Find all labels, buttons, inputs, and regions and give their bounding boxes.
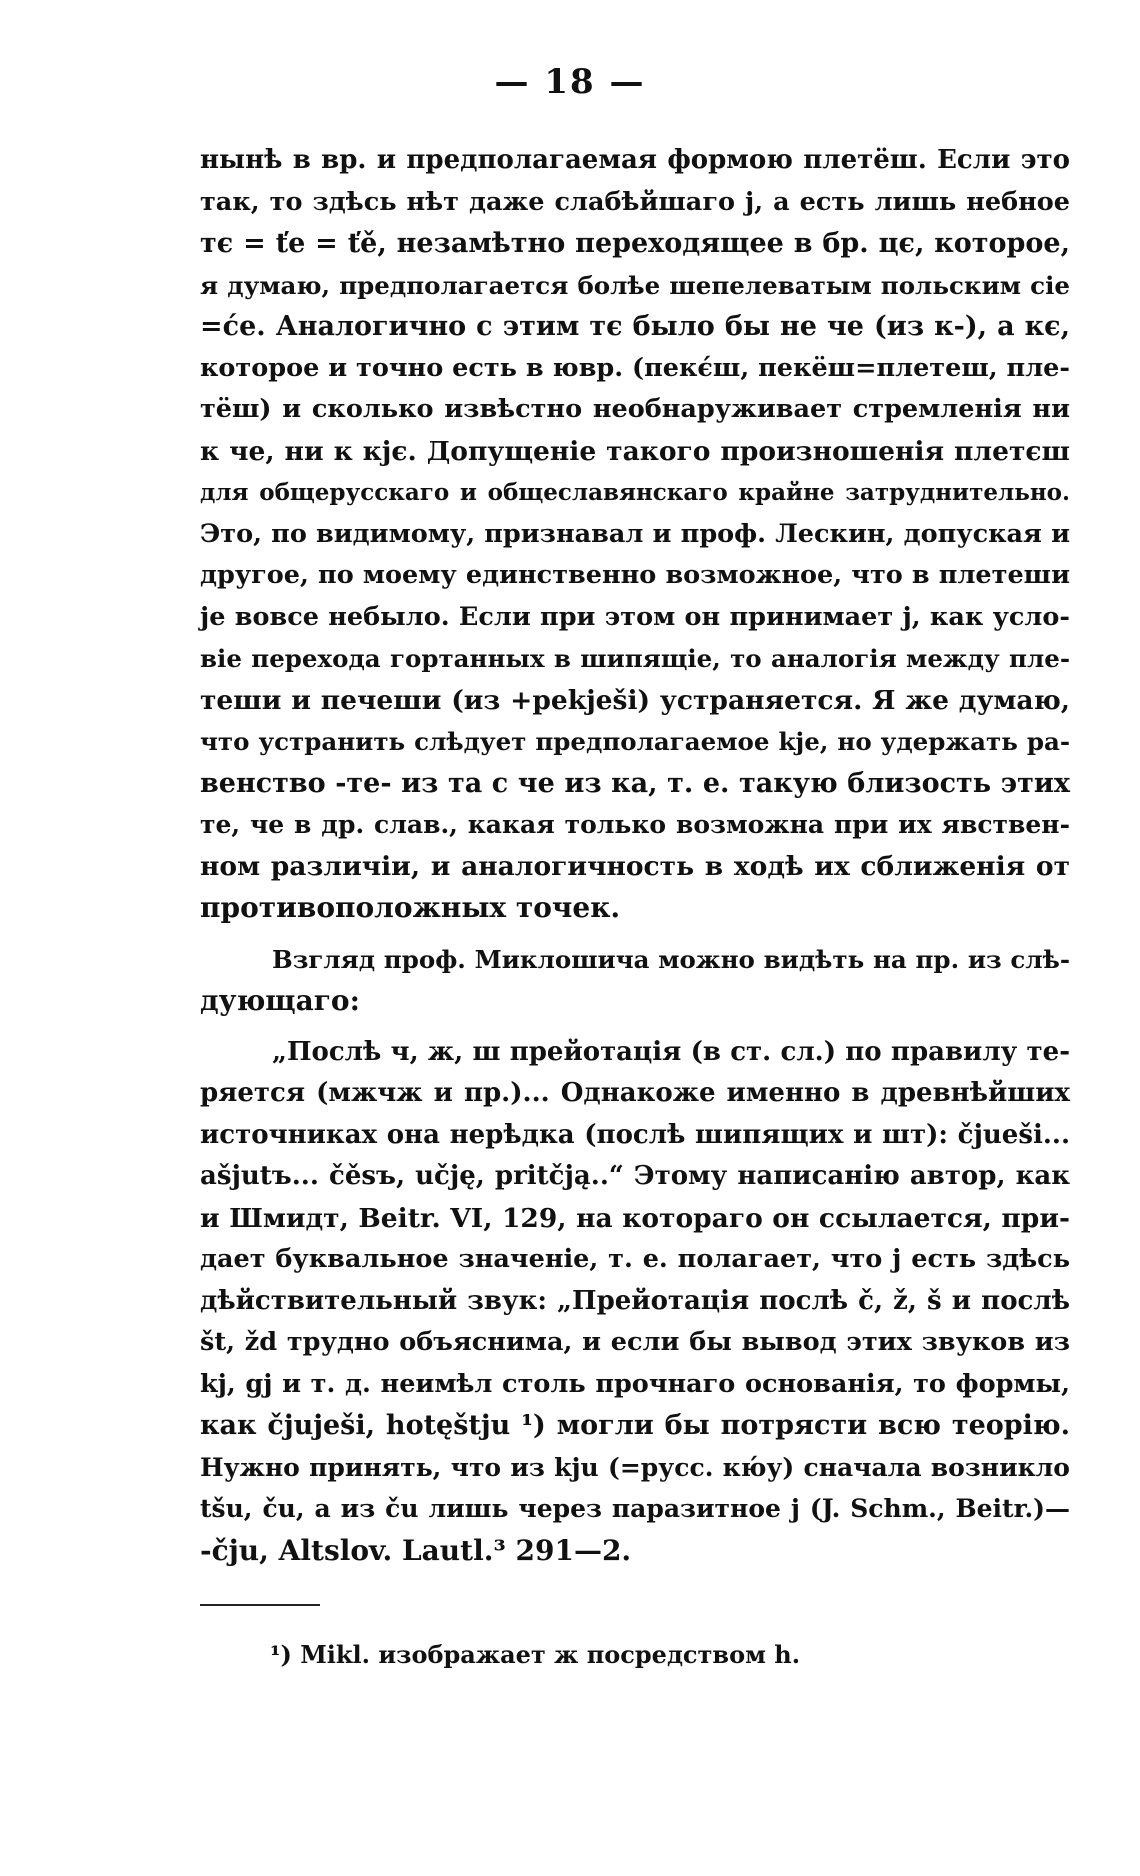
text-line: tšu, ču, а из ču лишь через паразитное j (J. Schm., Beitr.)— xyxy=(200,1494,1070,1523)
text-line: дает буквальное значеніе, т. е. полагает, что j есть здѣсь xyxy=(200,1244,1070,1274)
text-line: ном различіи, и аналогичность в ходѣ их сближенія от xyxy=(200,850,1070,882)
text-line: противоположных точек. xyxy=(200,891,621,924)
text-line: источниках она нерѣдка (послѣ шипящих и шт): čjueši... xyxy=(200,1119,1070,1150)
footnote-rule xyxy=(200,1604,320,1606)
text-line: тє = ťe = ťě, незамѣтно переходящее в бр. цє, которое, xyxy=(200,228,1070,259)
text-line: так, то здѣсь нѣт даже слабѣйшаго j, а есть лишь небное xyxy=(200,186,1070,217)
text-line: št, žd трудно объяснима, и если бы вывод этих звуков из xyxy=(200,1327,1070,1357)
text-line: дѣйствительный звук: „Прейотація послѣ č, ž, š и послѣ xyxy=(200,1285,1070,1316)
text-line: теши и печеши (из +pekješi) устраняется. Я же думаю, xyxy=(200,684,1070,716)
text-line: kj, gj и т. д. неимѣл столь прочнаго основанія, то формы, xyxy=(200,1368,1070,1399)
page-number: — 18 — xyxy=(494,62,646,102)
text-line: віе перехода гортанных в шипящіе, то аналогія между пле- xyxy=(200,644,1070,673)
text-line: Это, по видимому, признавал и проф. Лескин, допуская и xyxy=(200,518,1070,549)
text-line: je вовсе небыло. Если при этом он принимает j, как усло- xyxy=(200,601,1070,632)
text-line: =će. Аналогично с этим тє было бы не че (из к-), а кє, xyxy=(200,311,1070,342)
text-line: нынѣ в вр. и предполагаемая формою плетёш. Если это xyxy=(200,145,1070,175)
text-line: другое, по моему единственно возможное, что в плетеши xyxy=(200,560,1070,590)
text-line: те, че в др. слав., какая только возможна при их явствен- xyxy=(200,810,1070,839)
text-line: к че, ни к кjє. Допущеніе такого произношенія плетєш xyxy=(200,435,1070,467)
text-line: как čjuješi, hotęštju ¹) могли бы потрясти всю теорію. xyxy=(200,1410,1070,1441)
text-line: -čju, Altslov. Lautl.³ 291—2. xyxy=(200,1533,632,1567)
text-line: Нужно принять, что из kju (=русс. кю́у) сначала возникло xyxy=(200,1452,1070,1482)
text-line: дующаго: xyxy=(200,984,360,1017)
text-line: которое и точно есть в ювр. (пекє́ш, пекёш=плетеш, пле- xyxy=(200,352,1070,383)
main-text xyxy=(200,140,1070,1571)
text-line: Взгляд проф. Миклошича можно видѣть на пр. из слѣ- xyxy=(272,944,1070,974)
paragraph-1 xyxy=(200,140,1070,929)
text-line: что устранить слѣдует предполагаемое kje, но удержать ра- xyxy=(200,727,1070,756)
text-line: ašjutъ... čěsъ, učję, pritčją..“ Этому написанію автор, как xyxy=(200,1161,1070,1191)
text-line: „Послѣ ч, ж, ш прейотація (в ст. сл.) по правилу те- xyxy=(272,1036,1070,1067)
text-line: тёш) и сколько извѣстно необнаруживает стремленія ни xyxy=(200,394,1070,424)
paragraph-3 xyxy=(200,1032,1070,1572)
text-line: ряется (мжчж и пр.)... Однакоже именно в древнѣйших xyxy=(200,1078,1070,1108)
paragraph-2 xyxy=(200,939,1070,1022)
text-line: для общерусскаго и общеславянскаго крайне затруднительно. xyxy=(200,479,1070,506)
text-line: и Шмидт, Beitr. VI, 129, на котораго он ссылается, при- xyxy=(200,1202,1070,1234)
text-line: я думаю, предполагается болѣе шепелеватым польским cie xyxy=(200,270,1070,300)
footnote: ¹) Mikl. изображает ж посредством h. xyxy=(270,1640,801,1669)
text-line: венство -те- из та с че из ка, т. е. такую близость этих xyxy=(200,767,1070,799)
